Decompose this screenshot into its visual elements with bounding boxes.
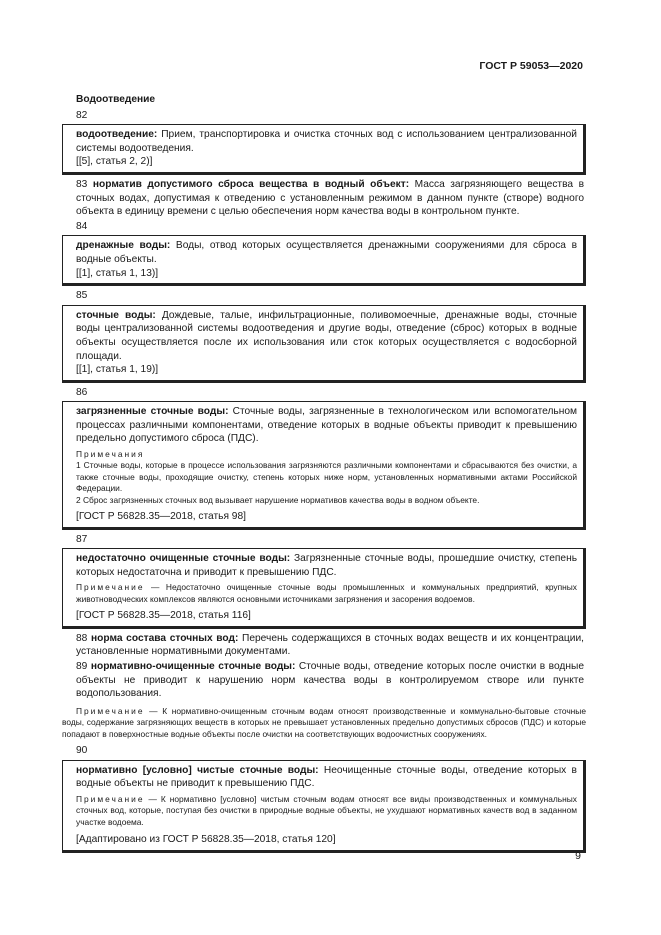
term-box bbox=[62, 124, 586, 175]
note-heading: Примечание bbox=[76, 793, 145, 804]
entry-number: 82 bbox=[76, 109, 88, 121]
term-box bbox=[62, 305, 586, 383]
term: норма состава сточных вод: bbox=[91, 632, 239, 644]
term-reference: [[5], статья 2, 2)] bbox=[76, 156, 153, 168]
term: недостаточно очищенные сточные воды: bbox=[76, 553, 291, 565]
section-title: Водоотведение bbox=[76, 94, 156, 105]
term: дренажные воды: bbox=[76, 240, 171, 252]
entry-number: 90 bbox=[76, 745, 88, 757]
term-reference: [ГОСТ Р 56828.35—2018, статья 98] bbox=[76, 511, 246, 523]
term-reference: [[1], статья 1, 19)] bbox=[76, 364, 159, 376]
term: норматив допустимого сброса вещества в водный объект: bbox=[92, 178, 410, 190]
note-heading: Примечание bbox=[76, 582, 145, 593]
definition: Дождевые, талые, инфильтрационные, поливомоечные, дренажные воды, сточные воды централизованной системы водоотведения и другие воды, отведение (сброс) которых в водные объекты осуществляется после их использования или сток которых осуществляется с водосборной площади. bbox=[76, 309, 578, 362]
note-text: — К нормативно [условно] чистым сточным водам относят все виды производственных и коммунальных сточных вод, которые, поступая без очистки в природные водные объекты, не ухудшают нормативных качеств вод в заданном участке водоема. bbox=[76, 793, 577, 827]
note-text: — Недостаточно очищенные сточные воды промышленных и коммунальных предприятий, крупных животноводческих комплексов являются основными источниками загрязнения и засорения водоемов. bbox=[76, 582, 577, 604]
entry-number: 89 bbox=[76, 661, 88, 673]
page-number: 9 bbox=[575, 850, 581, 862]
note-text: — К нормативно-очищенным сточным водам относят производственные и коммунально-бытовые сточные воды, содержание загрязняющих веществ в которых не превышает установленных предельно допустимых сбросов (ПДС) и которые попадают в поверхностные водные объекты после очистки на соответствующих водоочистных сооружениях. bbox=[62, 705, 586, 739]
definition: Неочищенные сточные воды, отведение которых в водные объекты не приводит к превышению ПДС. bbox=[76, 764, 577, 790]
entry-number: 84 bbox=[76, 220, 88, 232]
term-reference: [[1], статья 1, 13)] bbox=[76, 267, 159, 279]
definition: Загрязненные сточные воды, прошедшие очистку, степень которых недостаточна и приводит к превышению ПДС. bbox=[76, 553, 577, 578]
definition: Воды, отвод которых осуществляется дренажными сооружениями для сброса в водные объекты. bbox=[76, 240, 577, 265]
term-box bbox=[62, 235, 586, 286]
document-body bbox=[62, 93, 586, 856]
definition: Масса загрязняющего вещества в сточных водах, допустимая к отведению с установленным режимом в данном пункте (створе) водного объекта в единицу времени с целью обеспечения норм качества воды в контрольном пункте. bbox=[76, 178, 584, 218]
term-reference: [Адаптировано из ГОСТ Р 56828.35—2018, статья 120] bbox=[76, 834, 336, 846]
document-code: ГОСТ Р 59053—2020 bbox=[479, 60, 583, 72]
note-block bbox=[62, 706, 586, 740]
term: водоотведение: bbox=[76, 129, 158, 141]
note-heading: Примечание bbox=[76, 705, 145, 716]
note-block bbox=[76, 582, 577, 605]
term-paragraph bbox=[62, 178, 586, 219]
term-box bbox=[62, 548, 586, 629]
entry-number: 88 bbox=[76, 632, 88, 644]
definition: Прием, транспортировка и очистка сточных вод с использованием централизованной системы водоотведения. bbox=[76, 129, 577, 154]
term-reference: [ГОСТ Р 56828.35—2018, статья 116] bbox=[76, 610, 251, 622]
note-block bbox=[76, 794, 577, 828]
note-item: 1 Сточные воды, которые в процессе использования загрязняются различными компонентами и сбрасываются без очистки, а также сточные воды, проходящие очистку, степень которых ниже норм, установленных нормативными актами Российской Федерации. bbox=[76, 460, 577, 494]
entry-number: 85 bbox=[76, 290, 88, 302]
note-block bbox=[76, 449, 577, 506]
term: нормативно-очищенные сточные воды: bbox=[90, 661, 296, 673]
definition: Сточные воды, отведение которых после очистки в водные объекты не приводит к нарушению норм качества воды в контролируемом створе или пункте водопользования. bbox=[76, 661, 584, 700]
term: загрязненные сточные воды: bbox=[76, 406, 229, 418]
term-paragraph bbox=[62, 632, 586, 659]
definition: Перечень содержащихся в сточных водах веществ и их концентрации, установленные нормативными документами. bbox=[76, 632, 584, 658]
term-box bbox=[62, 401, 586, 529]
entry-number: 86 bbox=[76, 386, 88, 398]
note-item: 2 Сброс загрязненных сточных вод вызывает нарушение нормативов качества воды в водном объекте. bbox=[76, 494, 480, 505]
term: сточные воды: bbox=[76, 309, 156, 321]
term: нормативно [условно] чистые сточные воды: bbox=[76, 764, 319, 776]
definition: Сточные воды, загрязненные в технологическом или вспомогательном процессах различными компонентами, отведение которых в водные объекты приводит к превышению предельно допустимого сброса (ПДС). bbox=[76, 406, 577, 445]
term-box bbox=[62, 760, 586, 853]
entry-number: 87 bbox=[76, 533, 88, 545]
note-heading: Примечания bbox=[76, 449, 145, 460]
term-paragraph bbox=[62, 660, 586, 701]
entry-number: 83 bbox=[76, 178, 88, 190]
